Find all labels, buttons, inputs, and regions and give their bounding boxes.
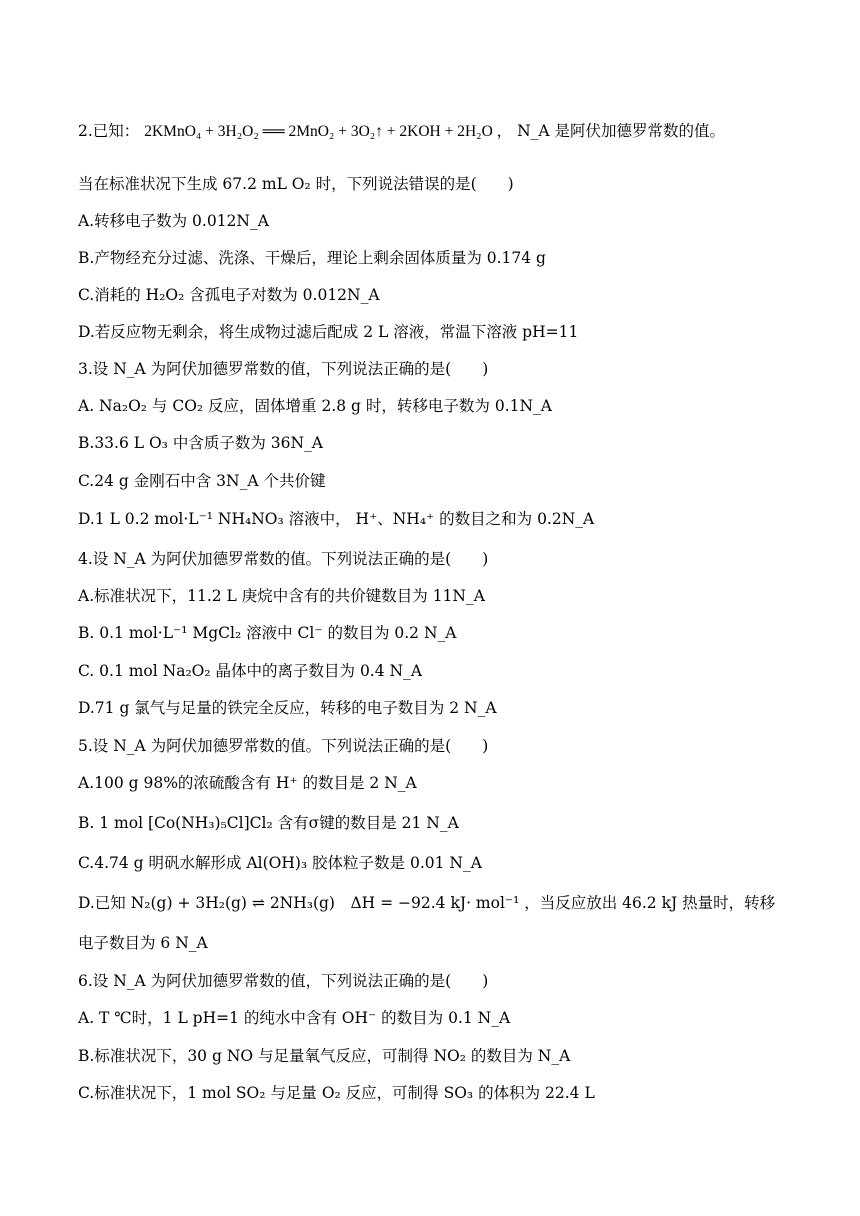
q5-option-d-line2: 电子数目为 6 N_A [78,934,208,952]
q3-stem: 3.设 N_A 为阿伏加德罗常数的值，下列说法正确的是( ) [78,360,489,378]
q2-option-c: C.消耗的 H₂O₂ 含孤电子对数为 0.012N_A [78,286,380,304]
q5-stem: 5.设 N_A 为阿伏加德罗常数的值。下列说法正确的是( ) [78,737,489,755]
q2-option-d: D.若反应物无剩余，将生成物过滤后配成 2 L 溶液，常温下溶液 pH=11 [78,323,579,341]
q6-option-b: B.标准状况下，30 g NO 与足量氧气反应，可制得 NO₂ 的数目为 N_A [78,1047,571,1065]
q3-option-b: B.33.6 L O₃ 中含质子数为 36N_A [78,434,323,452]
q4-option-d: D.71 g 氯气与足量的铁完全反应，转移的电子数目为 2 N_A [78,699,497,717]
q2-stem-line2: 当在标准状况下生成 67.2 mL O₂ 时，下列说法错误的是( ) [78,175,514,193]
q2-stem-line1 [78,120,725,143]
q2-option-b: B.产物经充分过滤、洗涤、干燥后，理论上剩余固体质量为 0.174 g [78,249,546,267]
q5-option-a: A.100 g 98%的浓硫酸含有 H⁺ 的数目是 2 N_A [78,774,417,792]
q2-prefix: 2.已知： [78,122,140,140]
q6-option-a: A. T ℃时，1 L pH=1 的纯水中含有 OH⁻ 的数目为 0.1 N_A [78,1009,511,1027]
q4-option-c: C. 0.1 mol Na₂O₂ 晶体中的离子数目为 0.4 N_A [78,662,423,680]
q4-stem: 4.设 N_A 为阿伏加德罗常数的值。下列说法正确的是( ) [78,550,489,568]
q3-option-c: C.24 g 金刚石中含 3N_A 个共价键 [78,472,326,490]
q4-option-b: B. 0.1 mol·L⁻¹ MgCl₂ 溶液中 Cl⁻ 的数目为 0.2 N_A [78,624,457,642]
q2-suffix: N_A 是阿伏加德罗常数的值。 [517,122,726,140]
q2-option-a: A.转移电子数为 0.012N_A [78,212,269,230]
q3-option-d: D.1 L 0.2 mol·L⁻¹ NH₄NO₃ 溶液中， H⁺、NH₄⁺ 的数目之和为 0.2N_A [78,510,595,528]
q4-option-a: A.标准状况下，11.2 L 庚烷中含有的共价键数目为 11N_A [78,587,485,605]
q2-reaction: 2KMnO₄ + 3H₂O₂ ══ 2MnO₂ + 3O₂↑ + 2KOH + 2H₂O ， [144,123,513,140]
q3-option-a: A. Na₂O₂ 与 CO₂ 反应，固体增重 2.8 g 时，转移电子数为 0.1N_A [78,397,552,415]
q6-stem: 6.设 N_A 为阿伏加德罗常数的值，下列说法正确的是( ) [78,972,489,990]
q5-option-c: C.4.74 g 明矾水解形成 Al(OH)₃ 胶体粒子数是 0.01 N_A [78,854,482,872]
q6-option-c: C.标准状况下，1 mol SO₂ 与足量 O₂ 反应，可制得 SO₃ 的体积为 22.4 L [78,1084,595,1102]
q5-option-d-line1: D.已知 N₂(g) + 3H₂(g) ⇌ 2NH₃(g) ΔH = −92.4 kJ· mol⁻¹ ，当反应放出 46.2 kJ 热量时，转移 [78,894,776,912]
q5-option-b: B. 1 mol [Co(NH₃)₅Cl]Cl₂ 含有σ键的数目是 21 N_A [78,814,459,832]
